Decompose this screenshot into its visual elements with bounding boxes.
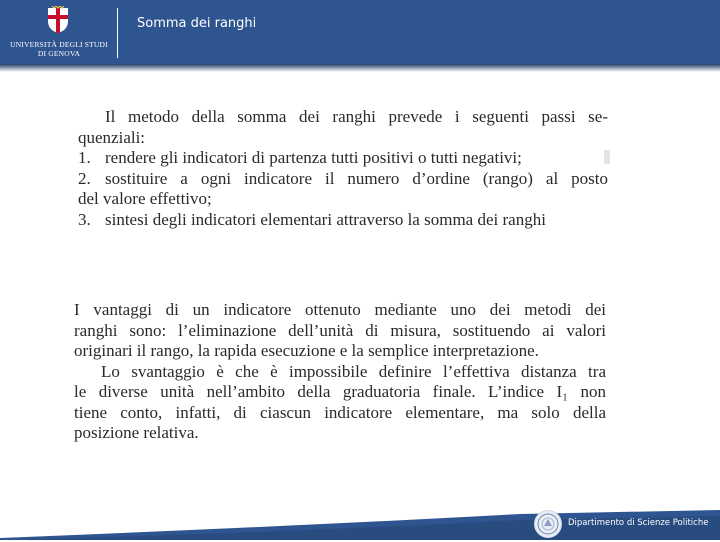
paragraph-line: tiene conto, infatti, di ciascun indicatore elementare, ma solo della (74, 402, 606, 422)
paragraph-line: le diverse unità nell’ambito della graduatoria finale. L’indice I₁ non (74, 382, 606, 401)
paragraph-line: I vantaggi di un indicatore ottenuto mediante uno dei metodi dei (74, 300, 606, 319)
list-item-text: rendere gli indicatori di partenza tutti positivi o tutti negativi; (105, 148, 522, 167)
header-bar (0, 0, 720, 66)
list-item-number: 1. (78, 148, 91, 167)
university-name-line1: UNIVERSITÀ DEGLI STUDI (10, 40, 108, 49)
list-item (78, 210, 608, 231)
paragraph-line: posizione relativa. (74, 423, 199, 442)
university-name-line2: DI GENOVA (37, 49, 81, 58)
intro-line: Il metodo della somma dei ranghi prevede i seguenti passi se- (105, 107, 608, 126)
paragraph-line: ranghi sono: l’eliminazione dell’unità di misura, sostituendo ai valori (74, 320, 606, 340)
intro-line: quenziali: (78, 127, 146, 147)
paragraph-line: Lo svantaggio è che è impossibile definire l’effettiva distanza tra (101, 361, 606, 381)
crest-icon (46, 6, 70, 34)
university-logo (6, 4, 112, 62)
list-item-continuation: del valore effettivo; (78, 189, 212, 208)
slide-title: Somma dei ranghi (137, 16, 257, 31)
department-seal-icon (534, 510, 562, 538)
header-divider (117, 8, 118, 58)
list-item-text: sintesi degli indicatori elementari attraverso la somma dei ranghi (105, 209, 546, 229)
scan-artifact (604, 150, 610, 164)
paragraph-text-block (74, 300, 606, 444)
list-item-text: sostituire a ogni indicatore il numero d’ordine (rango) al posto (105, 168, 608, 188)
steps-text-block (78, 107, 608, 230)
list-item (78, 148, 608, 169)
list-item-number: 2. (78, 168, 91, 188)
university-name (6, 40, 112, 58)
paragraph-line: originari il rango, la rapida esecuzione e la semplice interpretazione. (74, 341, 539, 360)
list-item-number: 3. (78, 209, 91, 229)
header-shadow (0, 64, 720, 72)
list-item (78, 169, 608, 190)
department-name: Dipartimento di Scienze Politiche (568, 518, 709, 528)
